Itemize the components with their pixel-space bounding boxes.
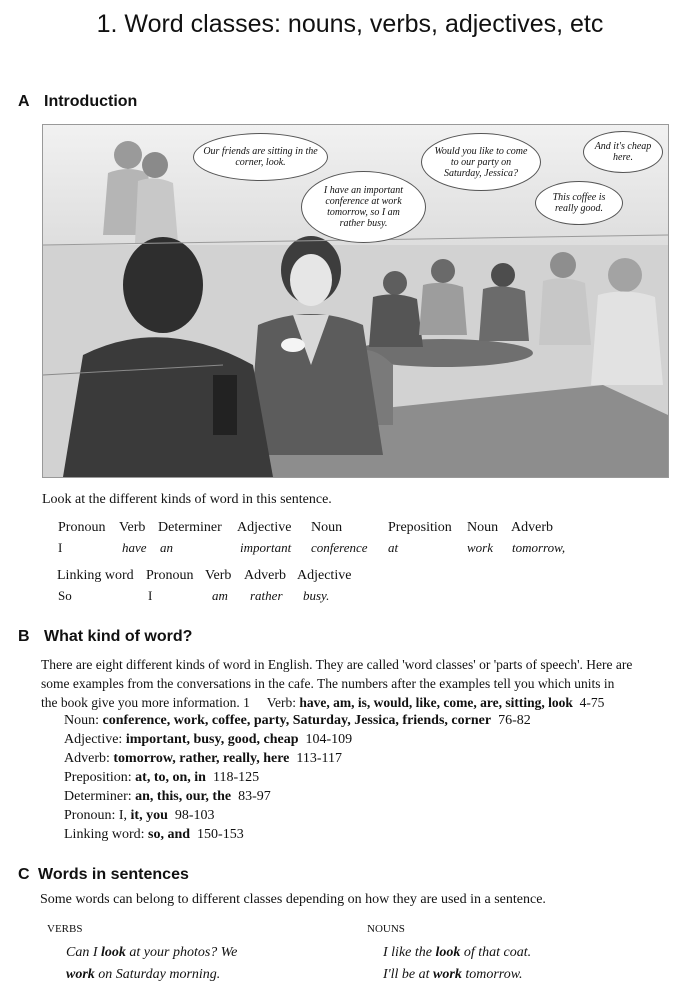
highlighted-word: work bbox=[433, 967, 462, 982]
word-class-label: Adjective bbox=[237, 520, 292, 535]
section-a-heading bbox=[18, 93, 137, 111]
section-a-title: Introduction bbox=[44, 93, 138, 110]
list-item bbox=[64, 749, 531, 768]
word-class-label: Verb bbox=[119, 520, 146, 535]
unit-range: 4-75 bbox=[579, 695, 605, 710]
class-examples: tomorrow, rather, really, here bbox=[113, 751, 290, 766]
speech-bubble-text: And it's cheap here. bbox=[594, 141, 652, 163]
speech-bubble-text: Our friends are sitting in the corner, look. bbox=[203, 146, 318, 168]
word-class-label: Adverb bbox=[511, 520, 553, 535]
class-label: Linking word: bbox=[64, 827, 145, 842]
verbs-heading: VERBS bbox=[47, 923, 83, 935]
speech-bubble-text: This coffee is really good. bbox=[552, 192, 606, 214]
unit-range: 83-97 bbox=[238, 789, 271, 804]
sentence-part: Can I bbox=[66, 945, 101, 960]
word-class-label: Noun bbox=[467, 520, 499, 535]
sentences-lead: Some words can belong to different classes depending on how they are used in a sentence. bbox=[40, 892, 546, 907]
class-examples: conference, work, coffee, party, Saturday, Jessica, friends, corner bbox=[102, 713, 492, 728]
paragraph-line-verb bbox=[41, 693, 671, 712]
class-label: Adjective: bbox=[64, 732, 123, 747]
example-word: So bbox=[58, 588, 72, 603]
paragraph-line: the book give you more information. 1 bbox=[41, 695, 250, 710]
sentence-part: I like the bbox=[383, 945, 436, 960]
class-examples: an, this, our, the bbox=[135, 789, 232, 804]
class-label: Adverb: bbox=[64, 751, 110, 766]
class-label: Preposition: bbox=[64, 770, 132, 785]
nouns-heading: NOUNS bbox=[367, 923, 405, 935]
section-c-title: Words in sentences bbox=[38, 866, 189, 883]
verbs-examples bbox=[66, 942, 237, 986]
page-title: 1. Word classes: nouns, verbs, adjectives, etc bbox=[96, 10, 604, 38]
section-c-letter: C bbox=[18, 866, 30, 883]
section-b-heading bbox=[18, 628, 192, 646]
example-word: work bbox=[467, 540, 493, 555]
example-word: important bbox=[240, 540, 292, 555]
section-a-letter: A bbox=[18, 93, 30, 110]
speech-bubble bbox=[535, 181, 623, 225]
example-word: an bbox=[160, 540, 173, 555]
class-label: Verb: bbox=[266, 695, 296, 710]
unit-range: 113-117 bbox=[296, 751, 343, 766]
example-word: have bbox=[122, 540, 147, 555]
unit-range: 98-103 bbox=[174, 808, 215, 823]
speech-bubble bbox=[193, 133, 328, 181]
speech-bubble-text: I have an important conference at work tomorrow, so I am rather busy. bbox=[323, 185, 404, 229]
class-examples: have, am, is, would, like, come, are, sitting, look bbox=[299, 695, 573, 710]
unit-range: 76-82 bbox=[498, 713, 531, 728]
word-class-label: Adverb bbox=[244, 568, 286, 583]
intro-lead: Look at the different kinds of word in this sentence. bbox=[42, 492, 332, 507]
class-label: Pronoun: bbox=[64, 808, 116, 823]
list-item bbox=[64, 806, 531, 825]
highlighted-word: look bbox=[435, 945, 461, 960]
highlighted-word: look bbox=[101, 945, 126, 960]
list-item bbox=[64, 787, 531, 806]
example-word: am bbox=[212, 588, 228, 603]
word-class-label: Pronoun bbox=[146, 568, 194, 583]
word-class-label: Preposition bbox=[388, 520, 452, 535]
section-c-heading bbox=[18, 866, 189, 884]
kinds-paragraph bbox=[41, 655, 671, 712]
word-class-label: Pronoun bbox=[58, 520, 106, 535]
highlighted-word: work bbox=[66, 967, 95, 982]
class-label: Noun: bbox=[64, 713, 99, 728]
speech-bubble bbox=[583, 131, 663, 173]
class-examples-plain: I, bbox=[118, 808, 128, 823]
unit-range: 104-109 bbox=[305, 732, 353, 747]
class-examples: it, you bbox=[130, 808, 168, 823]
word-class-list bbox=[64, 711, 531, 844]
speech-bubble bbox=[421, 133, 541, 191]
section-b-letter: B bbox=[18, 628, 30, 645]
class-examples: so, and bbox=[148, 827, 191, 842]
example-sentence bbox=[66, 942, 237, 964]
paragraph-line: There are eight different kinds of word in English. They are called 'word classes' or 'parts of speech'. Here are bbox=[41, 657, 633, 672]
sentence-part: of that coat. bbox=[460, 945, 532, 960]
word-class-label: Adjective bbox=[297, 568, 352, 583]
example-word: at bbox=[388, 540, 399, 555]
sentence-part: at your photos? We bbox=[125, 945, 238, 960]
unit-range: 150-153 bbox=[197, 827, 244, 842]
example-sentence bbox=[66, 964, 237, 986]
section-b-title: What kind of word? bbox=[44, 628, 193, 645]
speech-bubble bbox=[301, 171, 426, 243]
cafe-illustration bbox=[42, 124, 669, 478]
class-label: Determiner: bbox=[64, 789, 132, 804]
list-item bbox=[64, 768, 531, 787]
speech-bubble-text: Would you like to come to our party on Saturday, Jessica? bbox=[434, 145, 528, 179]
example-word: rather bbox=[250, 588, 283, 603]
example-word: busy. bbox=[303, 588, 330, 603]
list-item bbox=[64, 711, 531, 730]
sentence-part: tomorrow. bbox=[461, 967, 523, 982]
class-examples: important, busy, good, cheap bbox=[125, 732, 299, 747]
unit-range: 118-125 bbox=[212, 770, 260, 785]
sentence-part: on Saturday morning. bbox=[94, 967, 221, 982]
list-item bbox=[64, 825, 531, 844]
example-word: I bbox=[148, 588, 153, 603]
example-sentence bbox=[383, 964, 531, 986]
word-class-label: Verb bbox=[205, 568, 232, 583]
word-class-label: Linking word bbox=[57, 568, 134, 583]
example-word: tomorrow, bbox=[512, 540, 566, 555]
example-word: conference bbox=[311, 540, 368, 555]
class-examples: at, to, on, in bbox=[135, 770, 206, 785]
word-class-label: Noun bbox=[311, 520, 343, 535]
example-word: I bbox=[58, 540, 63, 555]
list-item bbox=[64, 730, 531, 749]
sentence-part: I'll be at bbox=[383, 967, 434, 982]
paragraph-line: some examples from the conversations in the cafe. The numbers after the examples tell you which units in bbox=[41, 676, 615, 691]
example-sentence bbox=[383, 942, 531, 964]
nouns-examples bbox=[383, 942, 531, 986]
word-class-label: Determiner bbox=[158, 520, 222, 535]
